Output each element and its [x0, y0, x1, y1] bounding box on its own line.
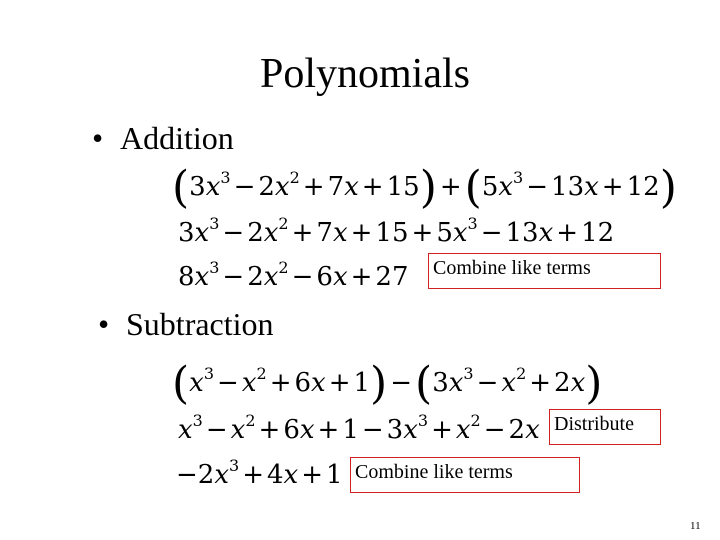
addition-combine-note: Combine like terms: [428, 253, 661, 289]
subtraction-line-1: $(x^3 - x^2 + 6x + 1) -(3x^3 - x^2 + 2x)$: [172, 358, 603, 409]
subtraction-line-3: $-2x^3 + 4x + 1$: [176, 456, 343, 490]
bullet-addition-label: Addition: [120, 120, 234, 156]
bullet-subtraction: [98, 306, 274, 343]
bullet-dot: •: [92, 120, 104, 156]
bullet-addition: [92, 120, 234, 157]
addition-line-3: $8x^3 - 2x^2 - 6x + 27$: [178, 258, 409, 292]
slide-title: Polynomials: [259, 51, 471, 97]
addition-line-2: $3x^3 - 2x^2 + 7x + 15 + 5x^3 - 13x + 12$: [178, 214, 615, 248]
page-number: 11: [690, 520, 701, 532]
subtraction-distribute-note: Distribute: [549, 409, 661, 445]
subtraction-combine-note: Combine like terms: [350, 457, 580, 493]
bullet-subtraction-label: Subtraction: [126, 306, 274, 342]
subtraction-line-2: $x^3 - x^2 + 6x + 1 - 3x^3 + x^2 - 2x$: [178, 411, 540, 445]
addition-line-1: $(3x^3 - 2x^2 + 7x + 15) +(5x^3 - 13x + 12)$: [172, 162, 677, 213]
bullet-dot: •: [98, 306, 110, 342]
